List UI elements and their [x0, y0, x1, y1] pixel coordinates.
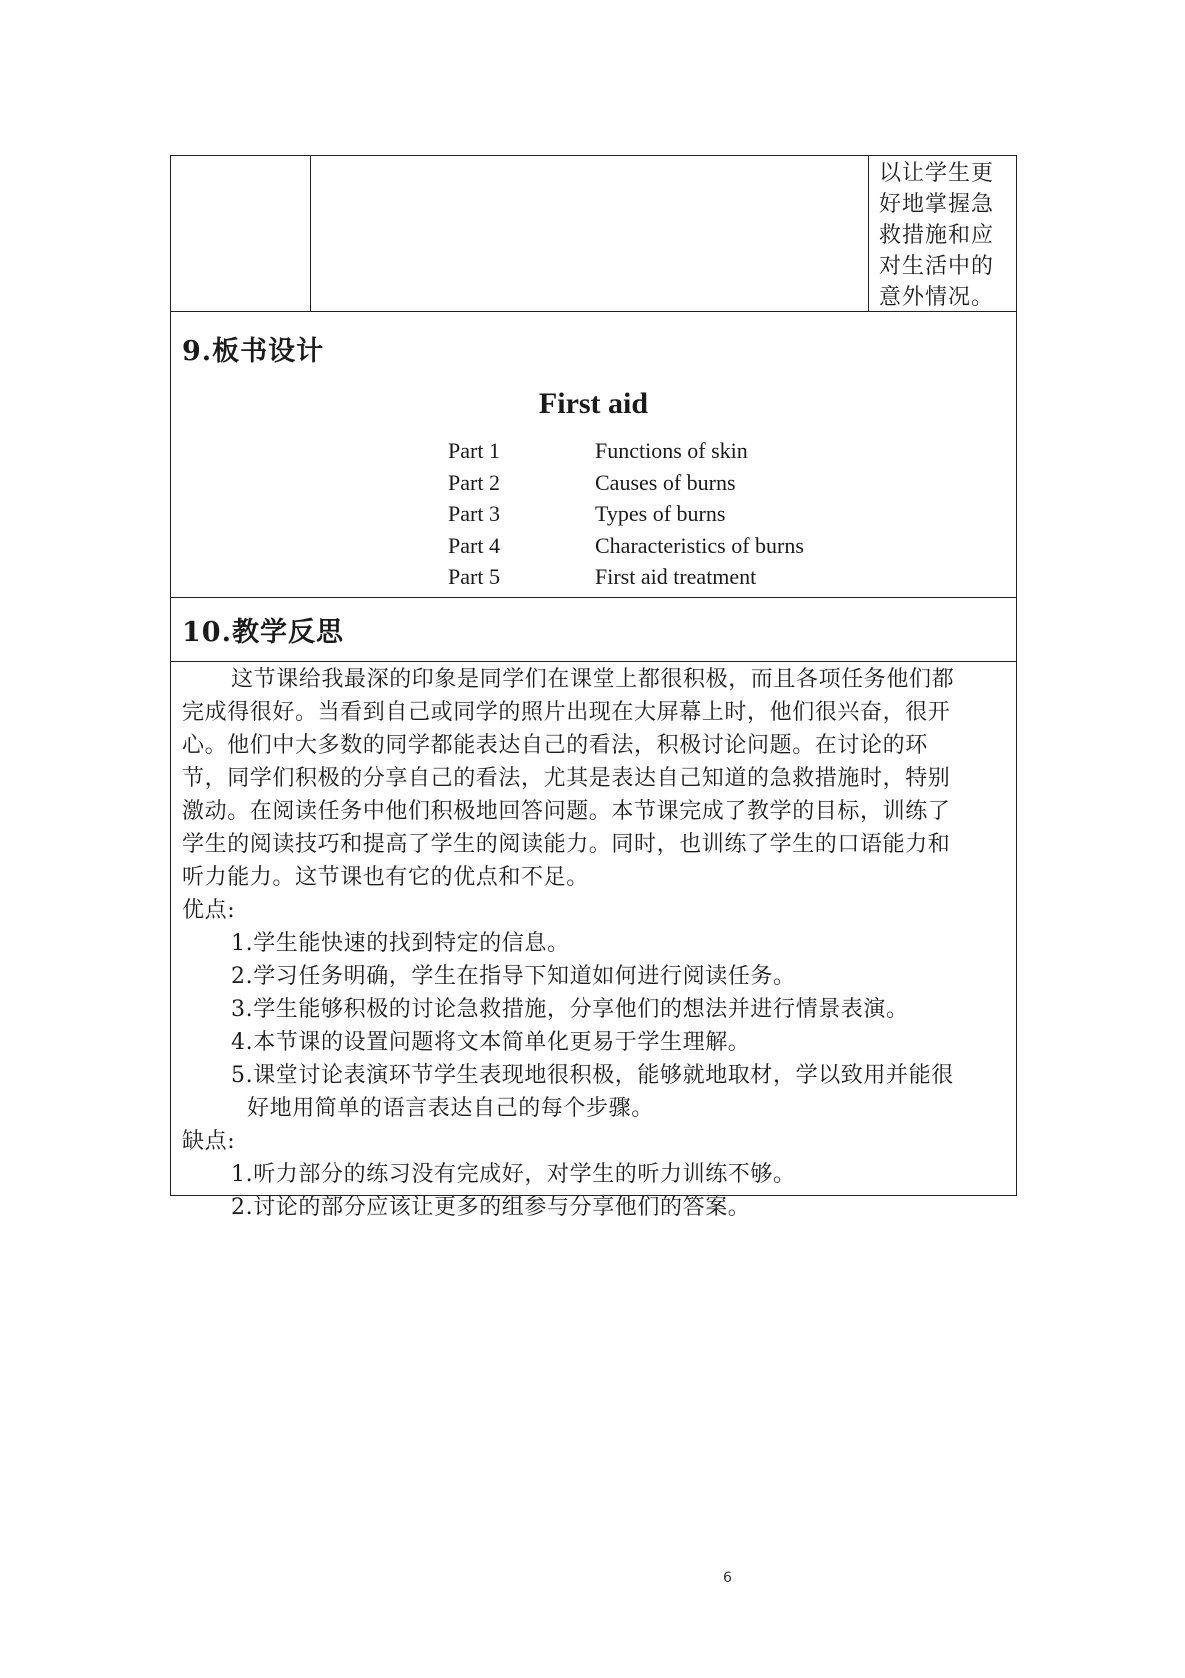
part-number: Part 2	[448, 469, 500, 495]
strength-item: 5.课堂讨论表演环节学生表现地很积极，能够就地取材，学以致用并能很	[231, 1063, 954, 1088]
strength-item: 1.学生能快速的找到特定的信息。	[231, 931, 570, 956]
table-cell-empty-1	[171, 156, 311, 311]
part-topic: Types of burns	[595, 501, 726, 526]
part-topic: Functions of skin	[595, 438, 748, 463]
section-9-title: 9.板书设计	[182, 336, 325, 367]
section-board-design	[170, 311, 1017, 598]
part-topic: Characteristics of burns	[595, 532, 804, 558]
reflection-paragraph-line: 激动。在阅读任务中他们积极地回答问题。本节课完成了教学的目标，训练了	[182, 799, 951, 824]
strength-item: 4.本节课的设置问题将文本简单化更易于学生理解。	[231, 1030, 751, 1055]
part-number: Part 1	[448, 438, 500, 463]
purpose-line: 意外情况。	[879, 285, 995, 310]
reflection-paragraph-line: 心。他们中大多数的同学都能表达自己的看法，积极讨论问题。在讨论的环	[182, 733, 928, 758]
weaknesses-label: 缺点:	[182, 1129, 236, 1154]
purpose-line: 救措施和应	[879, 223, 995, 248]
board-title: First aid	[538, 387, 649, 420]
weakness-item: 2.讨论的部分应该让更多的组参与分享他们的答案。	[231, 1195, 751, 1220]
part-topic: Causes of burns	[595, 469, 736, 495]
page-number: 6	[723, 1570, 732, 1586]
part-number: Part 4	[448, 532, 500, 558]
strength-item: 2.学习任务明确，学生在指导下知道如何进行阅读任务。	[231, 964, 796, 989]
strength-item-continued: 好地用简单的语言表达自己的每个步骤。	[247, 1096, 654, 1121]
reflection-paragraph-line: 听力能力。这节课也有它的优点和不足。	[182, 865, 589, 890]
purpose-line: 以让学生更	[879, 161, 995, 186]
part-number: Part 5	[448, 564, 500, 589]
table-cell-empty-2	[311, 156, 869, 311]
table-continuation-row	[170, 155, 1017, 312]
section-reflection-header	[170, 597, 1017, 662]
purpose-line: 对生活中的	[879, 254, 995, 279]
part-number: Part 3	[448, 501, 500, 526]
table-cell-purpose	[869, 156, 1015, 311]
reflection-paragraph-line: 完成得很好。当看到自己或同学的照片出现在大屏幕上时，他们很兴奋，很开	[182, 700, 951, 725]
strengths-label: 优点:	[182, 898, 236, 923]
section-reflection-body	[170, 661, 1017, 1220]
weakness-item: 1.听力部分的练习没有完成好，对学生的听力训练不够。	[231, 1162, 796, 1187]
reflection-paragraph-line: 节，同学们积极的分享自己的看法，尤其是表达自己知道的急救措施时，特别	[182, 766, 951, 791]
strength-item: 3.学生能够积极的讨论急救措施，分享他们的想法并进行情景表演。	[231, 997, 909, 1022]
part-topic: First aid treatment	[595, 564, 757, 589]
purpose-line: 好地掌握急	[879, 192, 995, 217]
section-10-title: 10.教学反思	[182, 617, 344, 648]
reflection-paragraph-line: 学生的阅读技巧和提高了学生的阅读能力。同时，也训练了学生的口语能力和	[182, 832, 951, 857]
reflection-paragraph-line: 这节课给我最深的印象是同学们在课堂上都很积极，而且各项任务他们都	[231, 667, 955, 692]
